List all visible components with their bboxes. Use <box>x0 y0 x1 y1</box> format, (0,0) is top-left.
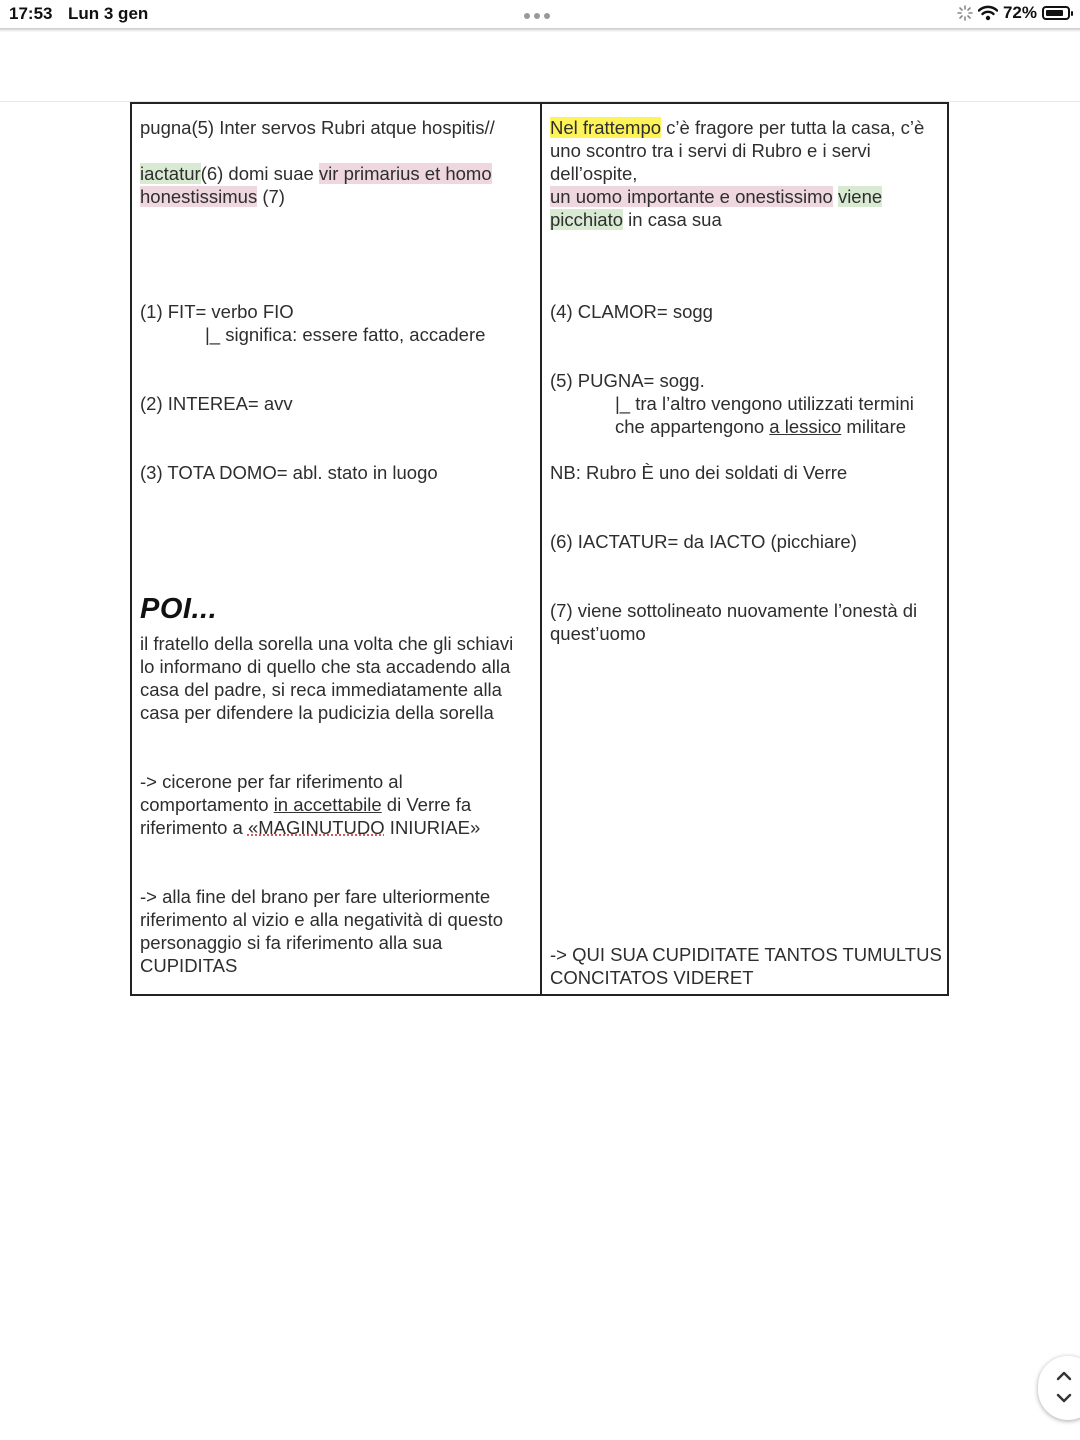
text-fragment: in casa sua <box>623 209 722 230</box>
text-fragment: (6) domi suae <box>200 163 319 184</box>
chevron-down-icon[interactable] <box>1056 1392 1072 1404</box>
notes-table <box>130 102 949 996</box>
note-nb-rubro: NB: Rubro È uno dei soldati di Verre <box>550 462 848 483</box>
highlight-viene-picchiato: viene picchiato <box>550 186 883 230</box>
battery-icon <box>1042 6 1070 20</box>
note-1-fit: (1) FIT= verbo FIO <box>140 301 294 322</box>
note-3-tota-domo: (3) TOTA DOMO= abl. stato in luogo <box>140 462 438 483</box>
note-2-interea: (2) INTEREA= avv <box>140 393 293 414</box>
note-5-lessico <box>550 392 948 438</box>
latin-column <box>132 104 540 994</box>
battery-percentage: 72% <box>1002 3 1037 22</box>
status-bar <box>0 0 1080 28</box>
highlight-uomo-importante: un uomo importante e onestissimo <box>550 186 833 207</box>
highlight-iactatur: iactatur <box>140 163 201 184</box>
text-fragment: |_ tra l’altro vengono utilizzati termini che appartengono <box>615 393 914 437</box>
fine-brano-paragraph: -> alla fine del brano per fare ulteriormente riferimento al vizio e alla negatività di questo personaggio si fa riferimento alla sua CUPIDITAS <box>140 886 503 976</box>
translation-paragraph-1 <box>550 116 948 185</box>
page-scroll-control[interactable] <box>1038 1356 1080 1420</box>
translation-column <box>540 104 947 994</box>
loading-spinner-icon <box>957 5 973 21</box>
underlined-a-lessico: a lessico <box>769 416 842 437</box>
note-4-clamor: (4) CLAMOR= sogg <box>550 301 713 322</box>
wifi-icon <box>978 5 998 21</box>
note-1-meaning: |_ significa: essere fatto, accadere <box>205 324 486 345</box>
text-fragment: di Verre fa riferimento a <box>140 794 472 838</box>
poi-paragraph: il fratello della sorella una volta che gli schiavi lo informano di quello che sta accadendo alla casa del padre, si reca immediatamente alla casa per difendere la pudicizia della sorella <box>140 633 514 723</box>
translation-paragraph-2 <box>550 185 948 231</box>
note-6-iactatur: (6) IACTATUR= da IACTO (picchiare) <box>550 531 857 552</box>
highlight-nel-frattempo: Nel frattempo <box>550 117 662 138</box>
underlined-in-accettabile: in accettabile <box>273 794 382 815</box>
multitasking-dots-icon[interactable] <box>524 13 550 19</box>
cicerone-paragraph <box>140 770 530 839</box>
status-indicators <box>957 3 1070 23</box>
note-qui-cupiditate: -> QUI SUA CUPIDITATE TANTOS TUMULTUS CONCITATOS VIDERET <box>550 944 942 988</box>
note-7-onesta: (7) viene sottolineato nuovamente l’onestà di quest’uomo <box>550 600 918 644</box>
misspelled-maginutudo: «MAGINUTUDO <box>247 817 385 838</box>
text-fragment: INIURIAE» <box>384 817 481 838</box>
chevron-up-icon[interactable] <box>1056 1370 1072 1382</box>
latin-line-iactatur <box>140 162 530 208</box>
note-5-pugna: (5) PUGNA= sogg. <box>550 370 705 391</box>
text-fragment: militare <box>841 416 907 437</box>
text-fragment: (7) <box>257 186 285 207</box>
latin-line-pugna: pugna(5) Inter servos Rubri atque hospitis// <box>140 117 495 138</box>
text-fragment: -> cicerone per far riferimento al comportamento <box>140 771 403 815</box>
toolbar-shadow <box>0 28 1080 32</box>
text-fragment: c’è fragore per tutta la casa, c’è uno scontro tra i servi di Rubro e i servi dell’ospite, <box>550 117 925 184</box>
highlight-vir-primarius: vir primarius et homo honestissimus <box>140 163 492 207</box>
status-date: Lun 3 gen <box>68 4 149 23</box>
status-time: 17:53 <box>9 4 53 23</box>
section-heading-poi: POI... <box>140 593 218 625</box>
